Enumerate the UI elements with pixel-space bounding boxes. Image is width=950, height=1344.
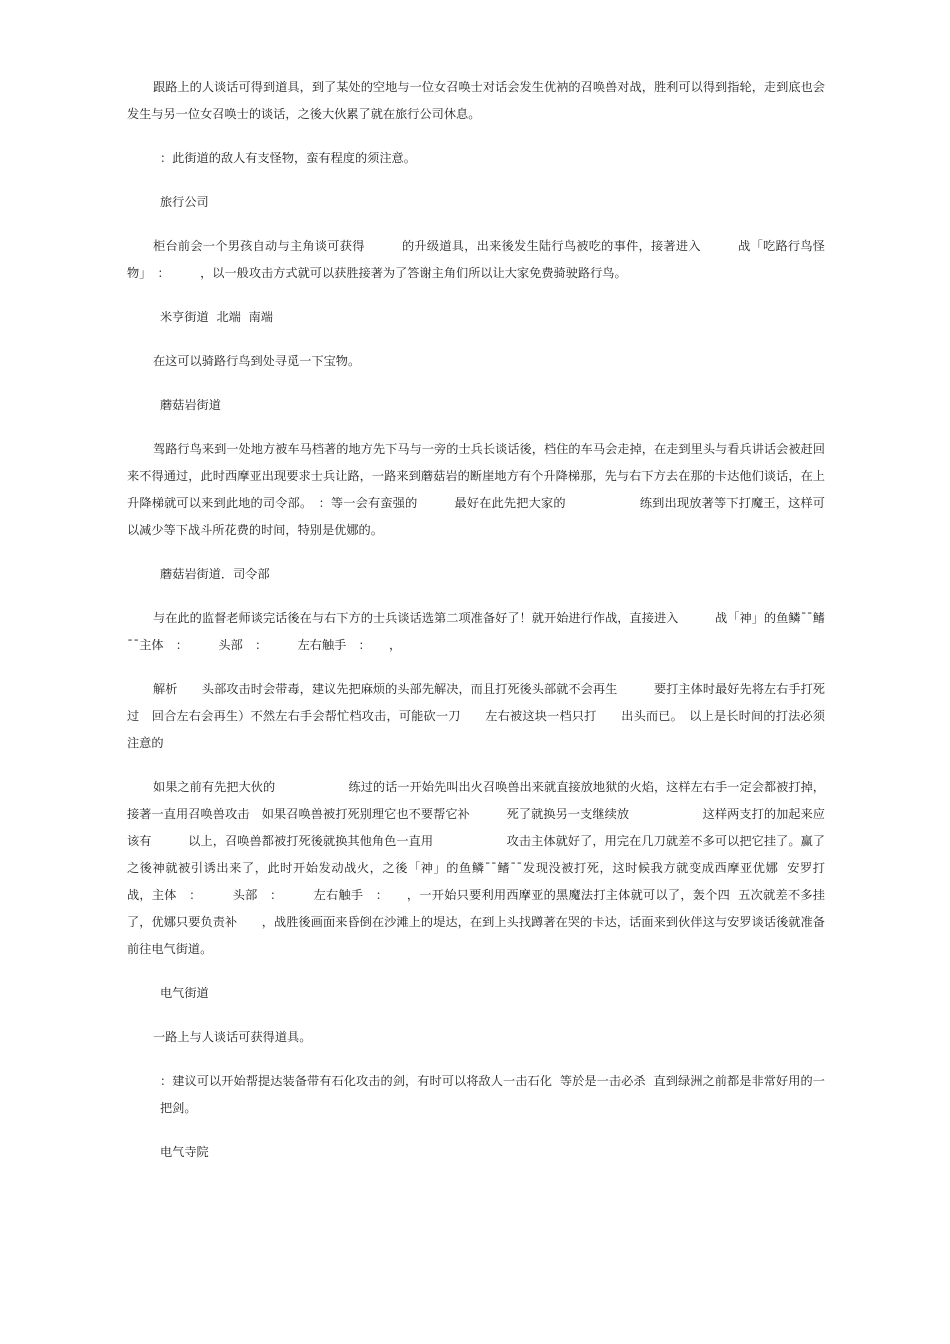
- section-heading-mushroom-rock-road: 蘑菇岩街道: [160, 398, 221, 412]
- note-paragraph-1: ：此街道的敌人有支怪物，蛮有程度的须注意。: [160, 151, 416, 165]
- section-heading-djose-highroad: 电气街道: [160, 986, 209, 1000]
- paragraph-2: 柜台前会一个男孩自动与主角谈可获得 的升级道具，出来後发生陆行鸟被吃的事件，接著进入 战「吃路行鸟怪物」 ： ，以一般攻击方式就可以获胜接著为了答谢主角们所以让大家免费骑驶路行鸟。: [127, 239, 825, 280]
- paragraph-5: 与在此的监督老师谈完话後在与右下方的士兵谈话选第二项准备好了！就开始进行作战，直接进入 战「神」的鱼鳞¯¯鳍¯¯主体 ： 头部 ： 左右触手 ： ，: [127, 611, 825, 652]
- section-heading-travel-company: 旅行公司: [160, 195, 209, 209]
- section-heading-djose-temple: 电气寺院: [160, 1145, 209, 1159]
- note-paragraph-2: ：建议可以开始帮提达装备带有石化攻击的剑，有时可以将敌人一击石化 等於是一击必杀 直到绿洲之前都是非常好用的一把剑。: [160, 1074, 825, 1115]
- paragraph-8: 一路上与人谈话可获得道具。: [153, 1030, 312, 1044]
- paragraph-3: 在这可以骑路行鸟到处寻觅一下宝物。: [153, 354, 361, 368]
- section-heading-command-center: 蘑菇岩街道．司令部: [160, 567, 270, 581]
- section-heading-mihen-road: 米亨街道 北端 南端: [160, 310, 273, 324]
- paragraph-6: 解析 头部攻击时会带毒，建议先把麻烦的头部先解决，而且打死後头部就不会再生 要打主体时最好先将左右手打死 过 回合左右会再生）不然左右手会帮忙档攻击，可能砍一刀 左右被这块一档只打 出头而已。 以上是长时间的打法必须注意的: [127, 682, 833, 750]
- paragraph-1: 跟路上的人谈话可得到道具，到了某处的空地与一位女召唤士对话会发生优衲的召唤兽对战，胜利可以得到指轮，走到底也会发生与另一位女召唤士的谈话，之後大伙累了就在旅行公司休息。: [127, 80, 825, 121]
- document-page: [127, 74, 850, 1183]
- paragraph-7: 如果之前有先把大伙的 练过的话一开始先叫出火召唤兽出来就直接放地狱的火焰，这样左右手一定会都被打掉，接著一直用召唤兽攻击 如果召唤兽被打死别理它也不要帮它补 死了就换另一支继续放 这样两支打的加起来应该有 以上，召唤兽都被打死後就换其他角色一直用 攻击主体就好了，用完在几刀就差不多可以把它挂了。赢了之後神就被引诱出来了，此时开始发动战火，之後「神」的鱼鳞¯¯鳍¯¯发现没被打死，这时候我方就变成西摩亚优娜 安罗打 战，主体 ： 头部 ： 左右触手 ： ，一开始只要利用西摩亚的黑魔法打主体就可以了，轰个四 五次就差不多挂了，优娜只要负责补 ，战胜後画面来昏倒在沙滩上的堤达，在到上头找蹲著在哭的卡达，话面来到伙伴这与安罗谈话後就准备前往电气街道。: [127, 780, 850, 956]
- paragraph-4: 驾路行鸟来到一处地方被车马档著的地方先下马与一旁的士兵长谈话後，档住的车马会走掉，在走到里头与看兵讲话会被赶回来不得通过，此时西摩亚出现要求士兵让路，一路来到蘑菇岩的断崖地方有个升降梯那，先与右下方去在那的卡达他们谈话，在上升降梯就可以来到此地的司令部。 ：等一会有蛮强的 最好在此先把大家的 练到出现放著等下打魔王，这样可以减少等下战斗所花费的时间，特别是优娜的。: [127, 442, 825, 537]
